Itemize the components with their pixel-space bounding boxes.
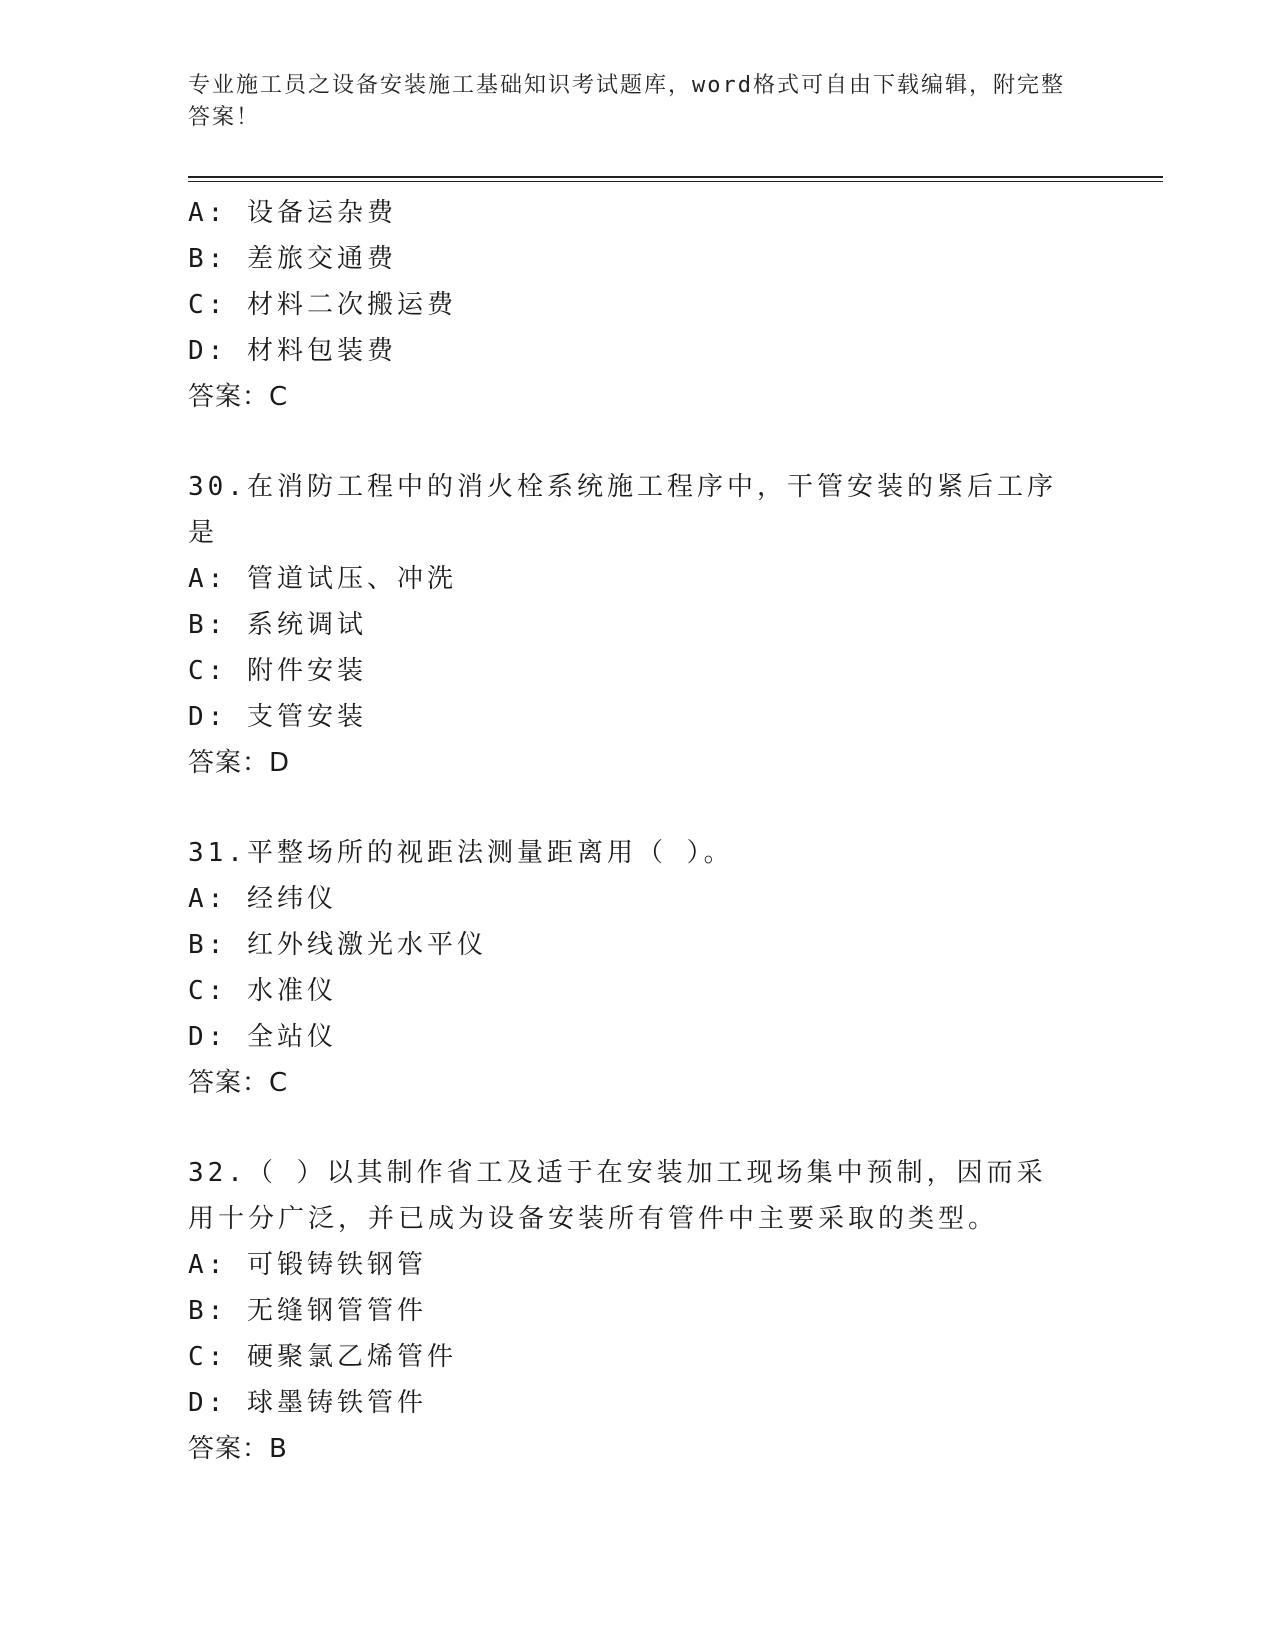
option-d: D: 材料包装费 [188, 336, 397, 366]
question-block [188, 464, 1163, 786]
option-b: B: 红外线激光水平仪 [188, 930, 487, 960]
option-c: C: 硬聚氯乙烯管件 [188, 1342, 457, 1372]
option-c: C: 材料二次搬运费 [188, 290, 457, 320]
prev-question-block [188, 190, 1163, 420]
option-d: D: 全站仪 [188, 1022, 337, 1052]
option-a: A: 可锻铸铁钢管 [188, 1250, 427, 1280]
option-b: B: 差旅交通费 [188, 244, 397, 274]
option-c: C: 水准仪 [188, 976, 337, 1006]
header-divider [188, 176, 1163, 182]
page-header: 专业施工员之设备安装施工基础知识考试题库，word格式可自由下载编辑，附完整答案！ [188, 73, 1065, 130]
question-stem: 31.平整场所的视距法测量距离用（ ）。 [188, 838, 734, 868]
option-a: A: 设备运杂费 [188, 198, 397, 228]
answer-line: 答案：B [188, 1434, 288, 1464]
question-list [188, 190, 1163, 1472]
question-block [188, 1150, 1163, 1472]
option-d: D: 支管安装 [188, 702, 367, 732]
option-b: B: 系统调试 [188, 610, 367, 640]
option-a: A: 管道试压、冲洗 [188, 564, 457, 594]
option-d: D: 球墨铸铁管件 [188, 1388, 427, 1418]
question-block [188, 830, 1163, 1106]
option-b: B: 无缝钢管管件 [188, 1296, 427, 1326]
question-stem: 30.在消防工程中的消火栓系统施工程序中，干管安装的紧后工序是 [188, 472, 1057, 548]
answer-line: 答案：C [188, 382, 289, 412]
question-stem: 32.（ ）以其制作省工及适于在安装加工现场集中预制，因而采用十分广泛，并已成为设备安装所有管件中主要采取的类型。 [188, 1158, 1047, 1234]
answer-line: 答案：D [188, 748, 291, 778]
option-a: A: 经纬仪 [188, 884, 337, 914]
option-c: C: 附件安装 [188, 656, 367, 686]
answer-line: 答案：C [188, 1068, 289, 1098]
